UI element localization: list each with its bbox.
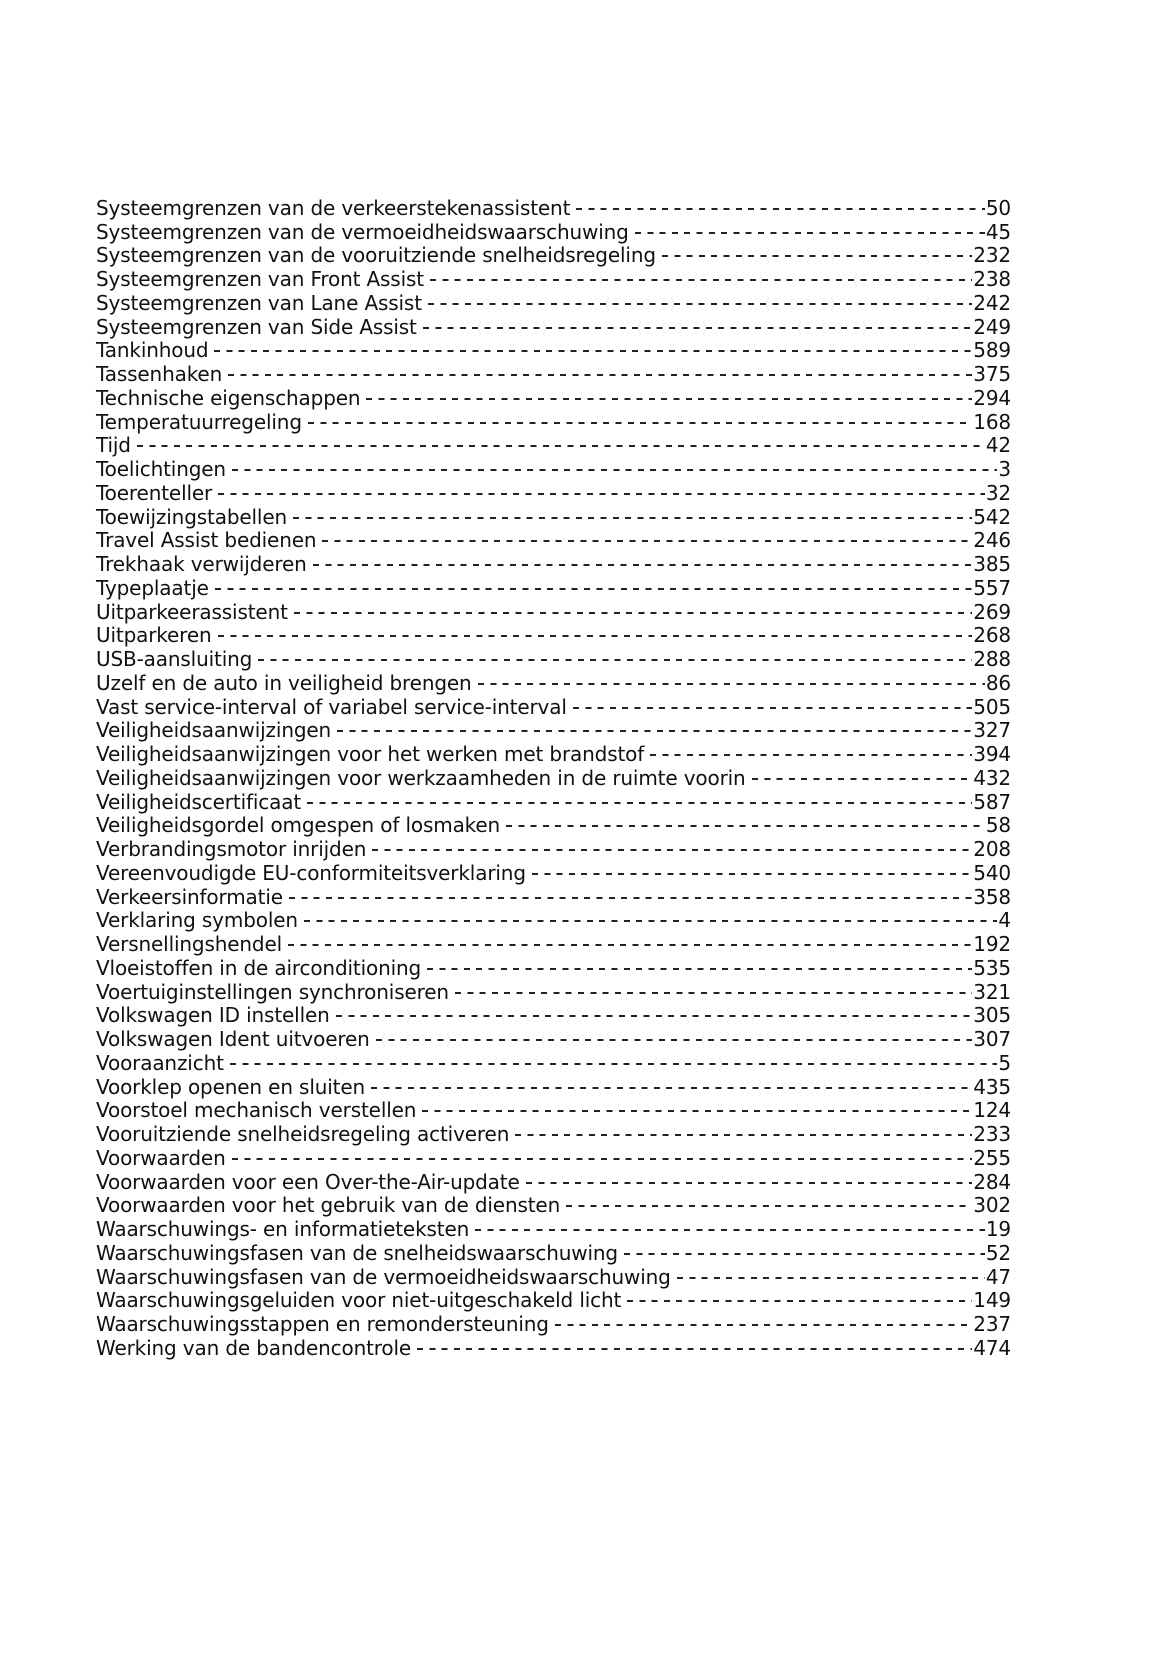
dot-leader xyxy=(662,239,972,263)
page-number: 284 xyxy=(973,1169,1011,1194)
index-term: Voorklep openen en sluiten xyxy=(96,1074,366,1099)
dot-leader xyxy=(308,405,972,429)
index-entry xyxy=(96,191,1011,220)
dot-leader xyxy=(215,571,973,595)
page-number: 327 xyxy=(973,718,1011,743)
index-term: Waarschuwingsgeluiden voor niet-uitgeschakeld licht xyxy=(96,1288,622,1313)
index-term: Tijd xyxy=(96,433,131,458)
page-number: 505 xyxy=(973,694,1011,719)
index-term: Waarschuwings- en informatieteksten xyxy=(96,1217,470,1241)
index-term: Veiligheidsaanwijzingen xyxy=(96,718,332,743)
page-number: 288 xyxy=(973,647,1011,671)
page-number: 589 xyxy=(973,338,1011,363)
index-term: Systeemgrenzen van Front Assist xyxy=(96,267,424,291)
dot-leader xyxy=(428,286,972,310)
page-number: 302 xyxy=(973,1193,1011,1218)
dot-leader xyxy=(322,524,972,548)
index-term: Systeemgrenzen van Side Assist xyxy=(96,314,417,339)
index-entry xyxy=(96,642,1011,671)
page-number: 47 xyxy=(985,1264,1011,1289)
dot-leader xyxy=(337,714,972,738)
dot-leader xyxy=(372,832,972,856)
index-term: Vereenvoudigde EU-conformiteitsverklaring xyxy=(96,860,526,885)
dot-leader xyxy=(376,1022,973,1046)
dot-leader xyxy=(532,856,972,880)
dot-leader xyxy=(288,927,972,951)
index-entry xyxy=(96,357,1011,386)
dot-leader xyxy=(478,666,985,690)
index-term: Veiligheidscertificaat xyxy=(96,789,302,814)
dot-leader xyxy=(422,1094,972,1118)
index-term: Travel Assist bedienen xyxy=(96,528,317,553)
page-number: 385 xyxy=(973,552,1011,576)
index-term: Uitparkeren xyxy=(96,623,212,648)
index-term: Veiligheidsaanwijzingen voor werkzaamheden in de ruimte voorin xyxy=(96,765,746,790)
dot-leader xyxy=(555,1307,972,1331)
dot-leader xyxy=(137,429,985,453)
dot-leader xyxy=(506,809,985,833)
page-number: 124 xyxy=(973,1098,1011,1123)
page-number: 5 xyxy=(998,1050,1011,1075)
index-term: Verklaring symbolen xyxy=(96,908,298,933)
dot-leader xyxy=(573,690,973,714)
page-number: 305 xyxy=(973,1003,1011,1028)
page-number: 86 xyxy=(985,670,1011,695)
dot-leader xyxy=(576,191,985,215)
index-entry xyxy=(96,334,1011,363)
dot-leader xyxy=(230,1046,998,1070)
index-entry xyxy=(96,571,1011,600)
page-number: 474 xyxy=(973,1335,1011,1360)
dot-leader xyxy=(423,310,973,334)
dot-leader xyxy=(218,476,985,500)
dot-leader xyxy=(371,1070,972,1094)
dot-leader xyxy=(515,1117,972,1141)
index-term: Systeemgrenzen van de vermoeidheidswaarschuwing xyxy=(96,219,629,244)
index-term: Verbrandingsmotor inrijden xyxy=(96,837,367,861)
page-number: 249 xyxy=(973,314,1011,339)
index-term: Volkswagen ID instellen xyxy=(96,1003,330,1028)
dot-leader xyxy=(258,642,972,666)
index-term: Veiligheidsgordel omgespen of losmaken xyxy=(96,813,501,838)
dot-leader xyxy=(417,1331,972,1355)
index-entry xyxy=(96,500,1011,529)
page-number: 255 xyxy=(973,1145,1011,1170)
page-number: 58 xyxy=(985,813,1011,838)
page-number: 192 xyxy=(973,932,1011,956)
page-number: 540 xyxy=(973,860,1011,885)
page-number: 535 xyxy=(973,955,1011,980)
index-entry xyxy=(96,619,1011,648)
index-term: Veiligheidsaanwijzingen voor het werken met brandstof xyxy=(96,742,645,766)
index-term: Voorstoel mechanisch verstellen xyxy=(96,1098,417,1123)
dot-leader xyxy=(228,357,972,381)
index-term: Verkeersinformatie xyxy=(96,884,283,909)
index-term: Voorwaarden xyxy=(96,1145,226,1170)
page-number: 42 xyxy=(985,433,1011,458)
index-list xyxy=(96,191,1011,1360)
index-term: Werking van de bandencontrole xyxy=(96,1335,412,1360)
index-entry xyxy=(96,595,1011,624)
index-term: Systeemgrenzen van de vooruitziende snelheidsregeling xyxy=(96,243,656,268)
index-term: Voertuiginstellingen synchroniseren xyxy=(96,979,449,1004)
page-number: 50 xyxy=(985,195,1011,220)
dot-leader xyxy=(218,619,973,643)
index-entry xyxy=(96,476,1011,505)
page-number: 587 xyxy=(973,789,1011,814)
index-term: Technische eigenschappen xyxy=(96,385,361,410)
page-number: 557 xyxy=(973,575,1011,600)
index-term: Tankinhoud xyxy=(96,338,209,363)
dot-leader xyxy=(304,904,998,928)
index-entry xyxy=(96,452,1011,481)
dot-leader xyxy=(752,761,973,785)
index-term: Waarschuwingsstappen en remondersteuning xyxy=(96,1312,549,1336)
dot-leader xyxy=(566,1189,972,1213)
index-term: Tassenhaken xyxy=(96,362,223,386)
dot-leader xyxy=(475,1212,985,1236)
dot-leader xyxy=(294,595,972,619)
page-number: 432 xyxy=(973,765,1011,790)
page-number: 269 xyxy=(973,599,1011,624)
page-number: 4 xyxy=(998,908,1011,933)
dot-leader xyxy=(313,547,973,571)
index-term: Vooruitziende snelheidsregeling activeren xyxy=(96,1122,510,1146)
page-number: 268 xyxy=(973,623,1011,648)
index-term: Voorwaarden voor het gebruik van de diensten xyxy=(96,1193,561,1218)
index-entry xyxy=(96,381,1011,410)
index-term: Temperatuurregeling xyxy=(96,409,302,434)
index-term: Toelichtingen xyxy=(96,457,226,481)
index-term: Vast service-interval of variabel service-interval xyxy=(96,694,567,719)
page-number: 233 xyxy=(973,1122,1011,1146)
dot-leader xyxy=(232,1141,973,1165)
page-number: 237 xyxy=(973,1312,1011,1336)
dot-leader xyxy=(366,381,972,405)
page-number: 45 xyxy=(985,219,1011,244)
index-term: Systeemgrenzen van Lane Assist xyxy=(96,290,422,315)
page-number: 358 xyxy=(973,884,1011,909)
page-number: 435 xyxy=(973,1074,1011,1099)
dot-leader xyxy=(455,975,972,999)
page-number: 294 xyxy=(973,385,1011,410)
index-entry xyxy=(96,1046,1011,1075)
page-number: 168 xyxy=(973,409,1011,434)
dot-leader xyxy=(214,334,972,358)
dot-leader xyxy=(526,1165,973,1189)
index-term: Typeplaatje xyxy=(96,575,209,600)
page-number: 232 xyxy=(973,243,1011,268)
index-entry xyxy=(96,429,1011,458)
page-number: 149 xyxy=(973,1288,1011,1313)
index-term: Toerenteller xyxy=(96,480,213,505)
dot-leader xyxy=(430,262,972,286)
dot-leader xyxy=(427,951,972,975)
page-number: 246 xyxy=(973,528,1011,553)
page-number: 542 xyxy=(973,504,1011,529)
dot-leader xyxy=(650,737,972,761)
dot-leader xyxy=(624,1236,985,1260)
index-term: Vloeistoffen in de airconditioning xyxy=(96,955,422,980)
index-term: Trekhaak verwijderen xyxy=(96,552,307,576)
index-term: Voorwaarden voor een Over-the-Air-update xyxy=(96,1169,520,1194)
page-number: 307 xyxy=(973,1027,1011,1051)
page-number: 321 xyxy=(973,979,1011,1004)
dot-leader xyxy=(635,215,985,239)
dot-leader xyxy=(307,785,972,809)
dot-leader xyxy=(677,1260,985,1284)
index-term: Waarschuwingsfasen van de snelheidswaarschuwing xyxy=(96,1240,618,1265)
page-number: 3 xyxy=(998,457,1011,481)
page-number: 208 xyxy=(973,837,1011,861)
page-number: 242 xyxy=(973,290,1011,315)
dot-leader xyxy=(336,999,973,1023)
page-number: 394 xyxy=(973,742,1011,766)
index-term: Uitparkeerassistent xyxy=(96,599,288,624)
dot-leader xyxy=(627,1284,972,1308)
page-number: 375 xyxy=(973,362,1011,386)
dot-leader xyxy=(289,880,972,904)
page-number: 52 xyxy=(985,1240,1011,1265)
index-term: Systeemgrenzen van de verkeerstekenassistent xyxy=(96,195,571,220)
index-term: Toewijzingstabellen xyxy=(96,504,288,529)
index-term: Volkswagen Ident uitvoeren xyxy=(96,1027,370,1051)
index-term: USB-aansluiting xyxy=(96,647,253,671)
index-term: Waarschuwingsfasen van de vermoeidheidswaarschuwing xyxy=(96,1264,671,1289)
index-term: Versnellingshendel xyxy=(96,932,283,956)
index-term: Uzelf en de auto in veiligheid brengen xyxy=(96,670,472,695)
page-number: 19 xyxy=(985,1217,1011,1241)
index-term: Vooraanzicht xyxy=(96,1050,224,1075)
dot-leader xyxy=(293,500,972,524)
page-number: 32 xyxy=(985,480,1011,505)
dot-leader xyxy=(232,452,997,476)
index-entry xyxy=(96,1141,1011,1170)
index-entry xyxy=(96,1165,1011,1194)
page-number: 238 xyxy=(973,267,1011,291)
index-entry xyxy=(96,1070,1011,1099)
